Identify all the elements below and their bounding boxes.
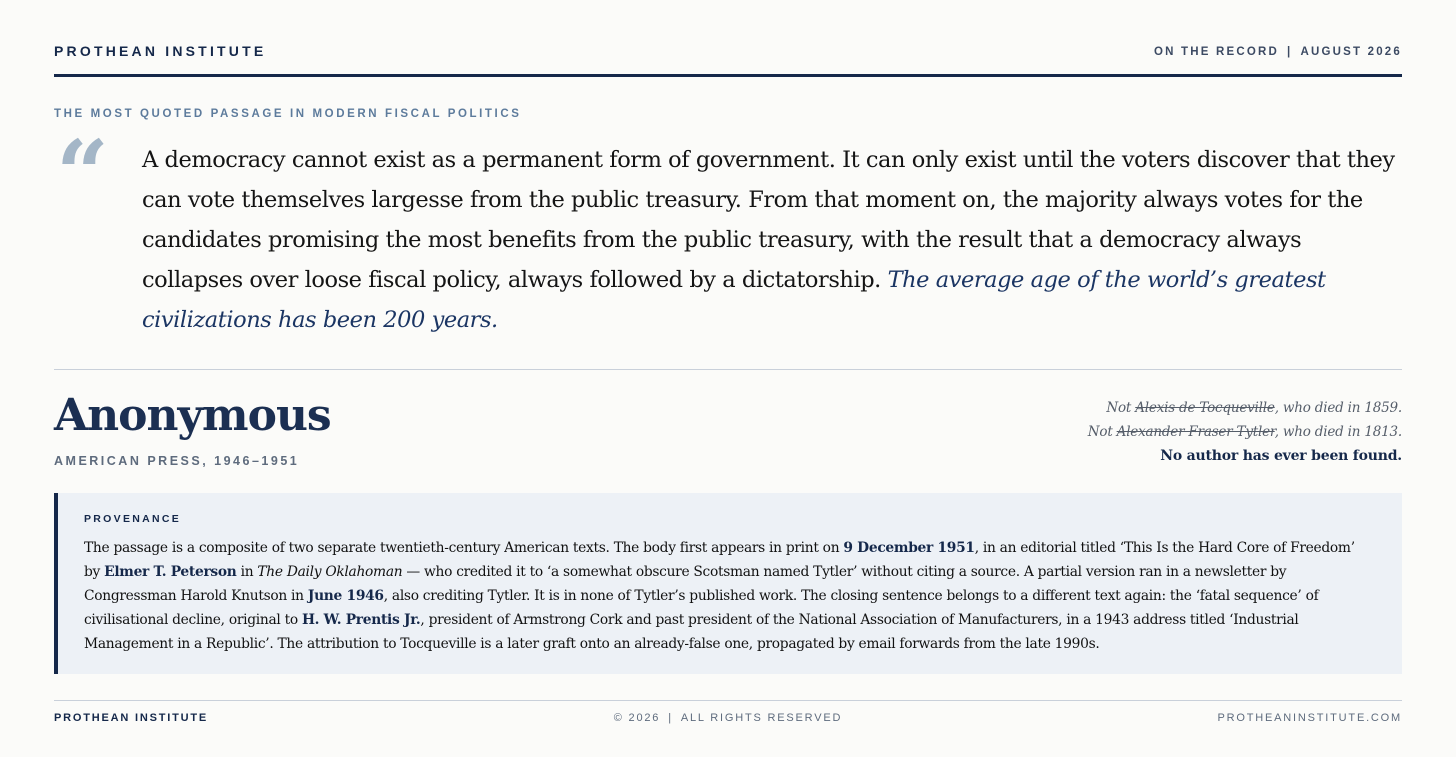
- prov-run: , also crediting Tytler. It is in none of Tytler’s published work. The closing sentence belongs to a different text again: the ‘fatal sequence’ of civilisational decline, original to: [84, 588, 1319, 628]
- prov-run: The passage is a composite of two separate twentieth-century American texts. The body first appears in print on: [84, 540, 844, 556]
- section-label: ON THE RECORD: [1153, 46, 1280, 58]
- struck-name: Alexander Fraser Tytler: [1116, 424, 1275, 440]
- note-prefix: Not: [1106, 400, 1136, 416]
- attribution-notes: [1088, 396, 1402, 468]
- provenance-label: PROVENANCE: [84, 513, 182, 525]
- prov-run: , in an editorial titled ‘This Is the Hard Core of Freedom’ by: [84, 540, 1355, 580]
- prov-publication: The Daily Oklahoman: [257, 564, 403, 580]
- prov-run: — who credited it to ‘a somewhat obscure Scotsman named Tytler’ without citing a source. A partial version ran in a newsletter by Congressman Harold Knutson in: [84, 564, 1287, 604]
- copyright: © 2026: [613, 712, 661, 724]
- masthead: [54, 40, 1402, 77]
- footer-separator: |: [668, 712, 673, 724]
- footer-divider: [54, 700, 1402, 701]
- prov-date: 9 December 1951: [843, 540, 975, 556]
- quote-tail: The average age of the world’s greatest civilizations has been 200 years.: [142, 267, 1326, 333]
- prov-run: , president of Armstrong Cork and past president of the National Association of Manufacturers, in a 1943 address titled ‘Industrial Management in a Republic’. The attribution to Tocqueville is a later graft onto an already-false one, propagated by email forwards from the late 1990s.: [84, 612, 1299, 652]
- author-name: Anonymous: [54, 390, 331, 441]
- provenance-text: [84, 536, 1374, 656]
- footer-site-link[interactable]: PROTHEANINSTITUTE.COM: [1217, 712, 1402, 724]
- pull-quote: [142, 140, 1404, 340]
- note-suffix: , who died in 1813.: [1274, 424, 1402, 440]
- quote-body: A democracy cannot exist as a permanent form of government. It can only exist until the voters discover that they can vote themselves largesse from the public treasury. From that moment on, the majority always votes for the candidates promising the most benefits from the public treasury, with the result that a democracy always collapses over loose fiscal policy, always followed by a dictatorship.: [142, 147, 1395, 293]
- divider: [54, 369, 1402, 370]
- note-suffix: , who died in 1859.: [1274, 400, 1402, 416]
- issue-date: AUGUST 2026: [1300, 46, 1402, 58]
- verdict: No author has ever been found.: [1160, 448, 1402, 464]
- footer-brand: PROTHEAN INSTITUTE: [54, 712, 209, 724]
- provenance-box: [54, 493, 1402, 674]
- prov-person: Elmer T. Peterson: [104, 564, 237, 580]
- author-subtitle: AMERICAN PRESS, 1946–1951: [54, 454, 300, 468]
- not-note: [1088, 420, 1402, 444]
- rights: ALL RIGHTS RESERVED: [680, 712, 843, 724]
- prov-person: H. W. Prentis Jr.: [301, 612, 421, 628]
- masthead-brand: PROTHEAN INSTITUTE: [54, 43, 267, 59]
- kicker: THE MOST QUOTED PASSAGE IN MODERN FISCAL POLITICS: [54, 108, 522, 120]
- prov-date: June 1946: [307, 588, 384, 604]
- issue-line: [1154, 46, 1402, 58]
- not-note: [1088, 396, 1402, 420]
- quote-mark-icon: “: [56, 120, 109, 228]
- note-prefix: Not: [1087, 424, 1117, 440]
- issue-separator: |: [1287, 46, 1293, 58]
- struck-name: Alexis de Tocqueville: [1135, 400, 1275, 416]
- prov-run: in: [236, 564, 258, 580]
